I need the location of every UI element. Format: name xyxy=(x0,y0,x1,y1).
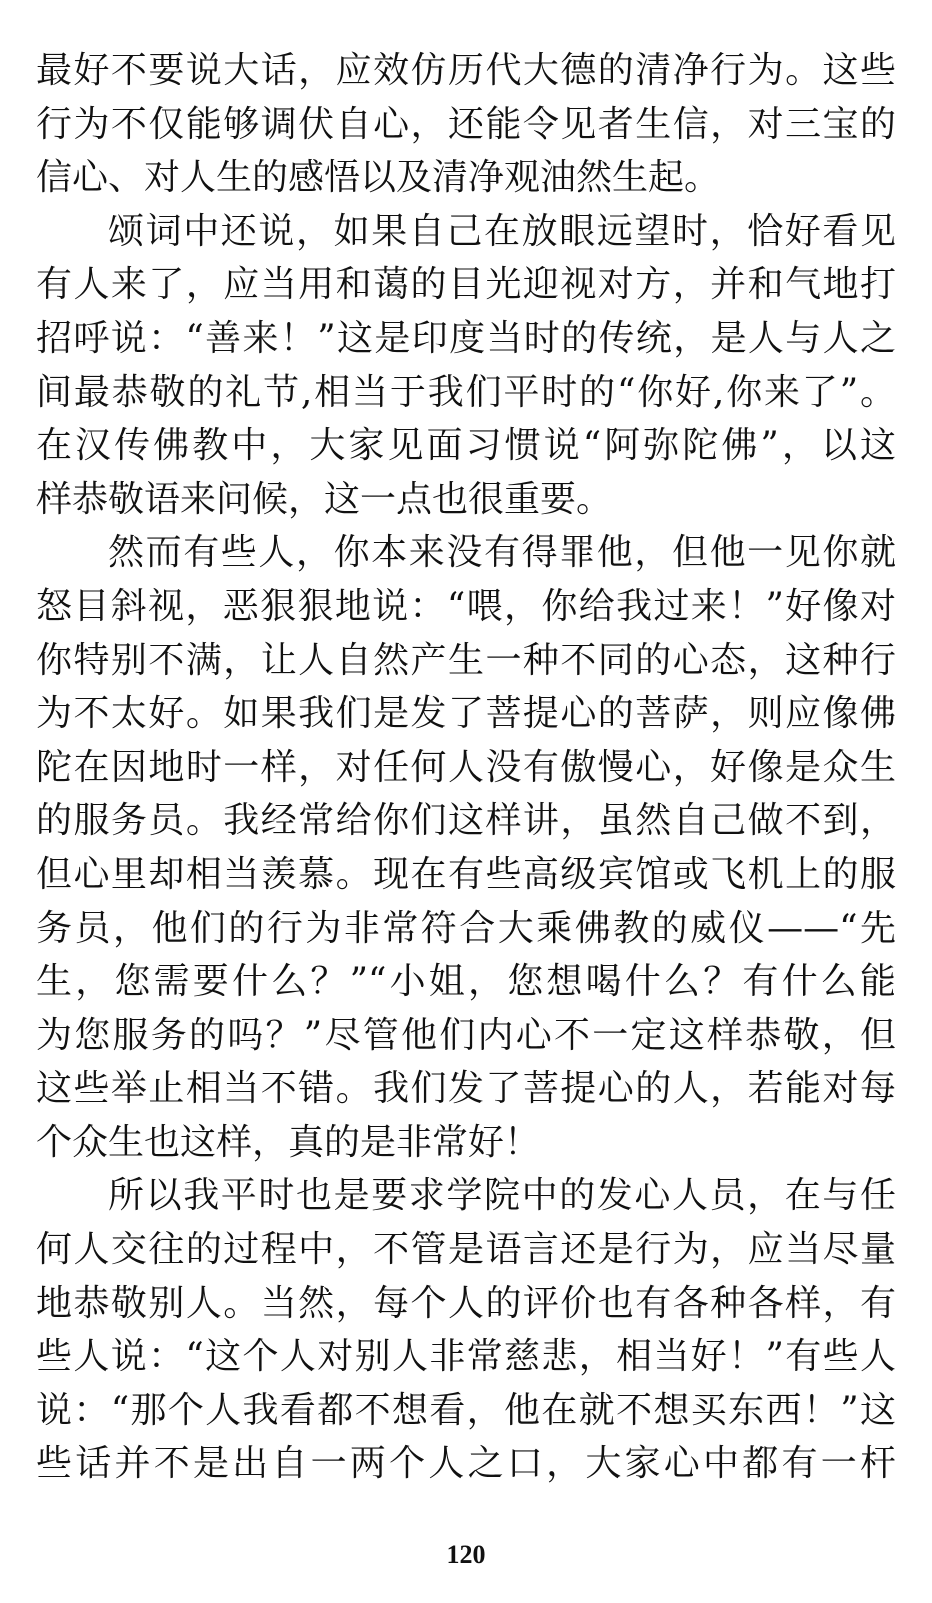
page-number: 120 xyxy=(446,1540,486,1569)
text-line: 为您服务的吗？”尽管他们内心不一定这样恭敬，但 xyxy=(36,1014,896,1056)
text-line: 个众生也这样，真的是非常好！ xyxy=(36,1121,541,1163)
text-line: 在汉传佛教中，大家见面习惯说“阿弥陀佛”，以这 xyxy=(36,425,896,467)
text-line: 地恭敬别人。当然，每个人的评价也有各种各样，有 xyxy=(36,1282,896,1324)
text-line: 这些举止相当不错。我们发了菩提心的人，若能对每 xyxy=(36,1068,896,1110)
text-line: 招呼说：“善来！”这是印度当时的传统，是人与人之 xyxy=(36,317,896,359)
text-line: 何人交往的过程中，不管是语言还是行为，应当尽量 xyxy=(36,1229,896,1271)
text-line: 怒目斜视，恶狠狠地说：“喂，你给我过来！”好像对 xyxy=(36,585,896,627)
text-line: 信心、对人生的感悟以及清净观油然生起。 xyxy=(36,157,721,199)
body-text xyxy=(36,44,896,1491)
text-line: 些话并不是出自一两个人之口，大家心中都有一杆 xyxy=(36,1443,896,1485)
text-line: 间最恭敬的礼节,相当于我们平时的“你好,你来了”。 xyxy=(36,371,896,413)
text-line: 有人来了，应当用和蔼的目光迎视对方，并和气地打 xyxy=(36,264,896,306)
text-line: 说：“那个人我看都不想看，他在就不想买东西！”这 xyxy=(36,1389,896,1431)
text-line: 你特别不满，让人自然产生一种不同的心态，这种行 xyxy=(36,639,896,681)
text-line: 最好不要说大话，应效仿历代大德的清净行为。这些 xyxy=(36,50,896,91)
paragraph-first-line: 然而有些人，你本来没有得罪他，但他一见你就 xyxy=(108,532,896,574)
text-line: 生，您需要什么？”“小姐，您想喝什么？有什么能 xyxy=(36,961,896,1003)
text-line: 陀在因地时一样，对任何人没有傲慢心，好像是众生 xyxy=(36,746,896,788)
text-line: 样恭敬语来问候，这一点也很重要。 xyxy=(36,478,613,520)
text-line: 的服务员。我经常给你们这样讲，虽然自己做不到， xyxy=(36,800,896,842)
paragraph-first-line: 所以我平时也是要求学院中的发心人员，在与任 xyxy=(108,1175,896,1217)
paragraph-first-line: 颂词中还说，如果自己在放眼远望时，恰好看见 xyxy=(108,210,896,252)
text-line: 为不太好。如果我们是发了菩提心的菩萨，则应像佛 xyxy=(36,693,896,735)
text-line: 但心里却相当羡慕。现在有些高级宾馆或飞机上的服 xyxy=(36,853,896,895)
text-line: 行为不仅能够调伏自心，还能令见者生信，对三宝的 xyxy=(36,103,896,145)
text-line: 务员，他们的行为非常符合大乘佛教的威仪——“先 xyxy=(36,907,896,949)
text-line: 些人说：“这个人对别人非常慈悲，相当好！”有些人 xyxy=(36,1336,896,1378)
